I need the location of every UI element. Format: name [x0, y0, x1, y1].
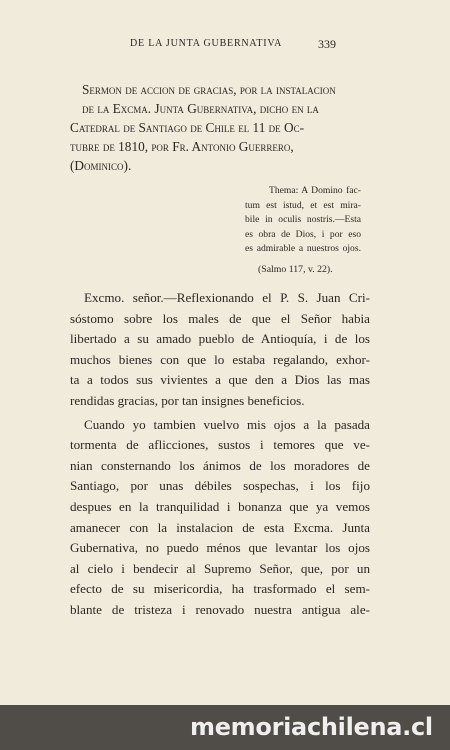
page-number: 339: [318, 37, 336, 51]
paragraph-line: al cielo i bendecir al Supremo Señor, que, por un: [70, 560, 370, 576]
epigraph-line: es obra de Dios, i por eso: [245, 228, 361, 240]
paragraph: [70, 415, 370, 621]
memoriachilena-logo: memoriachilena.cl: [190, 713, 433, 741]
epigraph-line: tum est istud, et est mira-: [245, 199, 361, 211]
paragraph-line: rendidas gracias, por tan insignes beneficios.: [70, 392, 305, 408]
paragraph-line: Gubernativa, no puedo ménos que levantar los ojos: [70, 540, 370, 556]
watermark-bar: [0, 705, 450, 750]
running-head: DE LA JUNTA GUBERNATIVA: [130, 38, 283, 49]
paragraph-line: Cuando yo tambien vuelvo mis ojos a la pasada: [84, 416, 370, 432]
paragraph-line: blante de tristeza i renovado nuestra antigua ale-: [70, 601, 370, 617]
title-line: (Dominico).: [70, 158, 132, 173]
title-line: Sermon de accion de gracias, por la instalacion: [82, 82, 336, 97]
paragraph-line: Excmo. señor.—Reflexionando el P. S. Juan Cri-: [84, 290, 370, 305]
paragraph-line: efecto de su misericordia, ha trasformado el sem-: [70, 581, 370, 597]
paragraph: [70, 288, 370, 412]
epigraph-citation: (Salmo 117, v. 22).: [258, 264, 333, 275]
paragraph-line: libertado a su amado pueblo de Antioquía, i de los: [70, 331, 370, 347]
paragraph-line: ta a todos sus vivientes a que den a Dios las mas: [70, 372, 370, 388]
title-line: tubre de 1810, por Fr. Antonio Guerrero,: [70, 139, 294, 154]
paragraph-line: amanecer con la instalacion de esta Excma. Junta: [70, 519, 370, 535]
epigraph-line: es admirable a nuestros ojos.: [245, 243, 361, 254]
epigraph-line: Thema: A Domino fac-: [269, 185, 361, 196]
paragraph-line: sóstomo sobre los males de que el Señor habia: [70, 310, 370, 326]
paragraph-line: Santiago, por unas débiles sospechas, i los fijo: [70, 478, 370, 494]
title-line: de la Excma. Junta Gubernativa, dicho en la: [82, 101, 319, 116]
paragraph-line: muchos bienes con que lo estaba regalando, exhor-: [70, 351, 370, 367]
paragraph-line: nian consternando los ánimos de los moradores de: [70, 457, 370, 473]
title-line: Catedral de Santiago de Chile el 11 de Oc-: [70, 120, 305, 135]
sermon-title: [70, 80, 370, 175]
epigraph-line: bile in oculis nostris.—Esta: [245, 214, 361, 225]
paragraph-line: despues en la tranquilidad i bonanza que ya vemos: [70, 498, 370, 514]
body-text: [70, 288, 370, 624]
paragraph-line: tormenta de aflicciones, sustos i temores que ve-: [70, 437, 370, 453]
epigraph: [245, 184, 361, 257]
